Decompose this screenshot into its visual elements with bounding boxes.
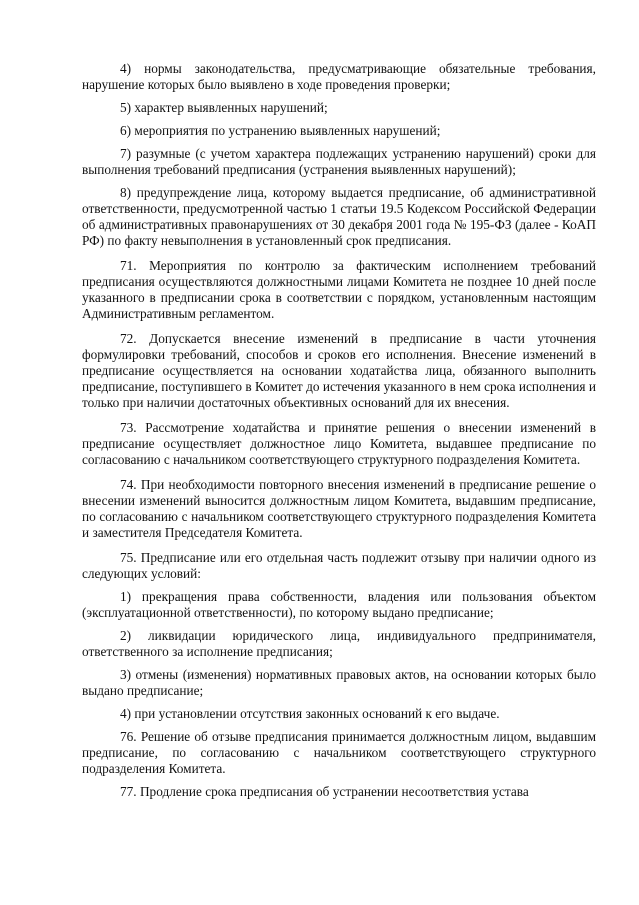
paragraph-73: 73. Рассмотрение ходатайства и принятие решения о внесении изменений в предписание осуществляет должностное лицо Комитета, выдавшее предписание по согласованию с начальником соответствующего структурного подразделения Комитета.	[82, 420, 596, 467]
paragraph-75-item-2: 2) ликвидации юридического лица, индивидуального предпринимателя, ответственного за исполнение предписания;	[82, 628, 596, 659]
paragraph-75-item-4: 4) при установлении отсутствия законных оснований к его выдаче.	[120, 706, 500, 721]
paragraph-75-item-3: 3) отмены (изменения) нормативных правовых актов, на основании которых было выдано предписание;	[82, 667, 596, 698]
paragraph-77: 77. Продление срока предписания об устранении несоответствия устава	[120, 784, 529, 799]
paragraph-74: 74. При необходимости повторного внесения изменений в предписание решение о внесении изменений выносится должностным лицом Комитета, выдавшим предписание, по согласованию с начальником соответствующего структурного подразделения Комитета и заместителя Председателя Комитета.	[82, 477, 596, 540]
paragraph-item-4: 4) нормы законодательства, предусматривающие обязательные требования, нарушение которых было выявлено в ходе проведения проверки;	[82, 61, 596, 92]
paragraph-item-8: 8) предупреждение лица, которому выдается предписание, об административной ответственности, предусмотренной частью 1 статьи 19.5 Кодексом Российской Федерации об административных правонарушениях от 30 декабря 2001 года № 195-ФЗ (далее - КоАП РФ) по факту невыполнения в установленный срок предписания.	[82, 185, 596, 248]
paragraph-76: 76. Решение об отзыве предписания принимается должностным лицом, выдавшим предписание, по согласованию с начальником соответствующего структурного подразделения Комитета.	[82, 729, 596, 776]
document-body	[82, 61, 596, 807]
paragraph-75: 75. Предписание или его отдельная часть подлежит отзыву при наличии одного из следующих условий:	[82, 550, 596, 581]
paragraph-item-6: 6) мероприятия по устранению выявленных нарушений;	[120, 123, 441, 138]
paragraph-item-7: 7) разумные (с учетом характера подлежащих устранению нарушений) сроки для выполнения требований предписания (устранения выявленных нарушений);	[82, 146, 596, 177]
paragraph-71: 71. Мероприятия по контролю за фактическим исполнением требований предписания осуществляются должностными лицами Комитета не позднее 10 дней после указанного в предписании срока в соответствии с порядком, установленным настоящим Административным регламентом.	[82, 258, 596, 321]
paragraph-75-item-1: 1) прекращения права собственности, владения или пользования объектом (эксплуатационной ответственности), по которому выдано предписание;	[82, 589, 596, 620]
paragraph-72: 72. Допускается внесение изменений в предписание в части уточнения формулировки требований, способов и сроков его исполнения. Внесение изменений в предписание осуществляется на основании ходатайства лица, обязанного выполнить предписание, поступившего в Комитет до истечения указанного в нем срока исполнения и только при наличии достаточных объективных оснований для их внесения.	[82, 331, 596, 410]
paragraph-item-5: 5) характер выявленных нарушений;	[120, 100, 328, 115]
